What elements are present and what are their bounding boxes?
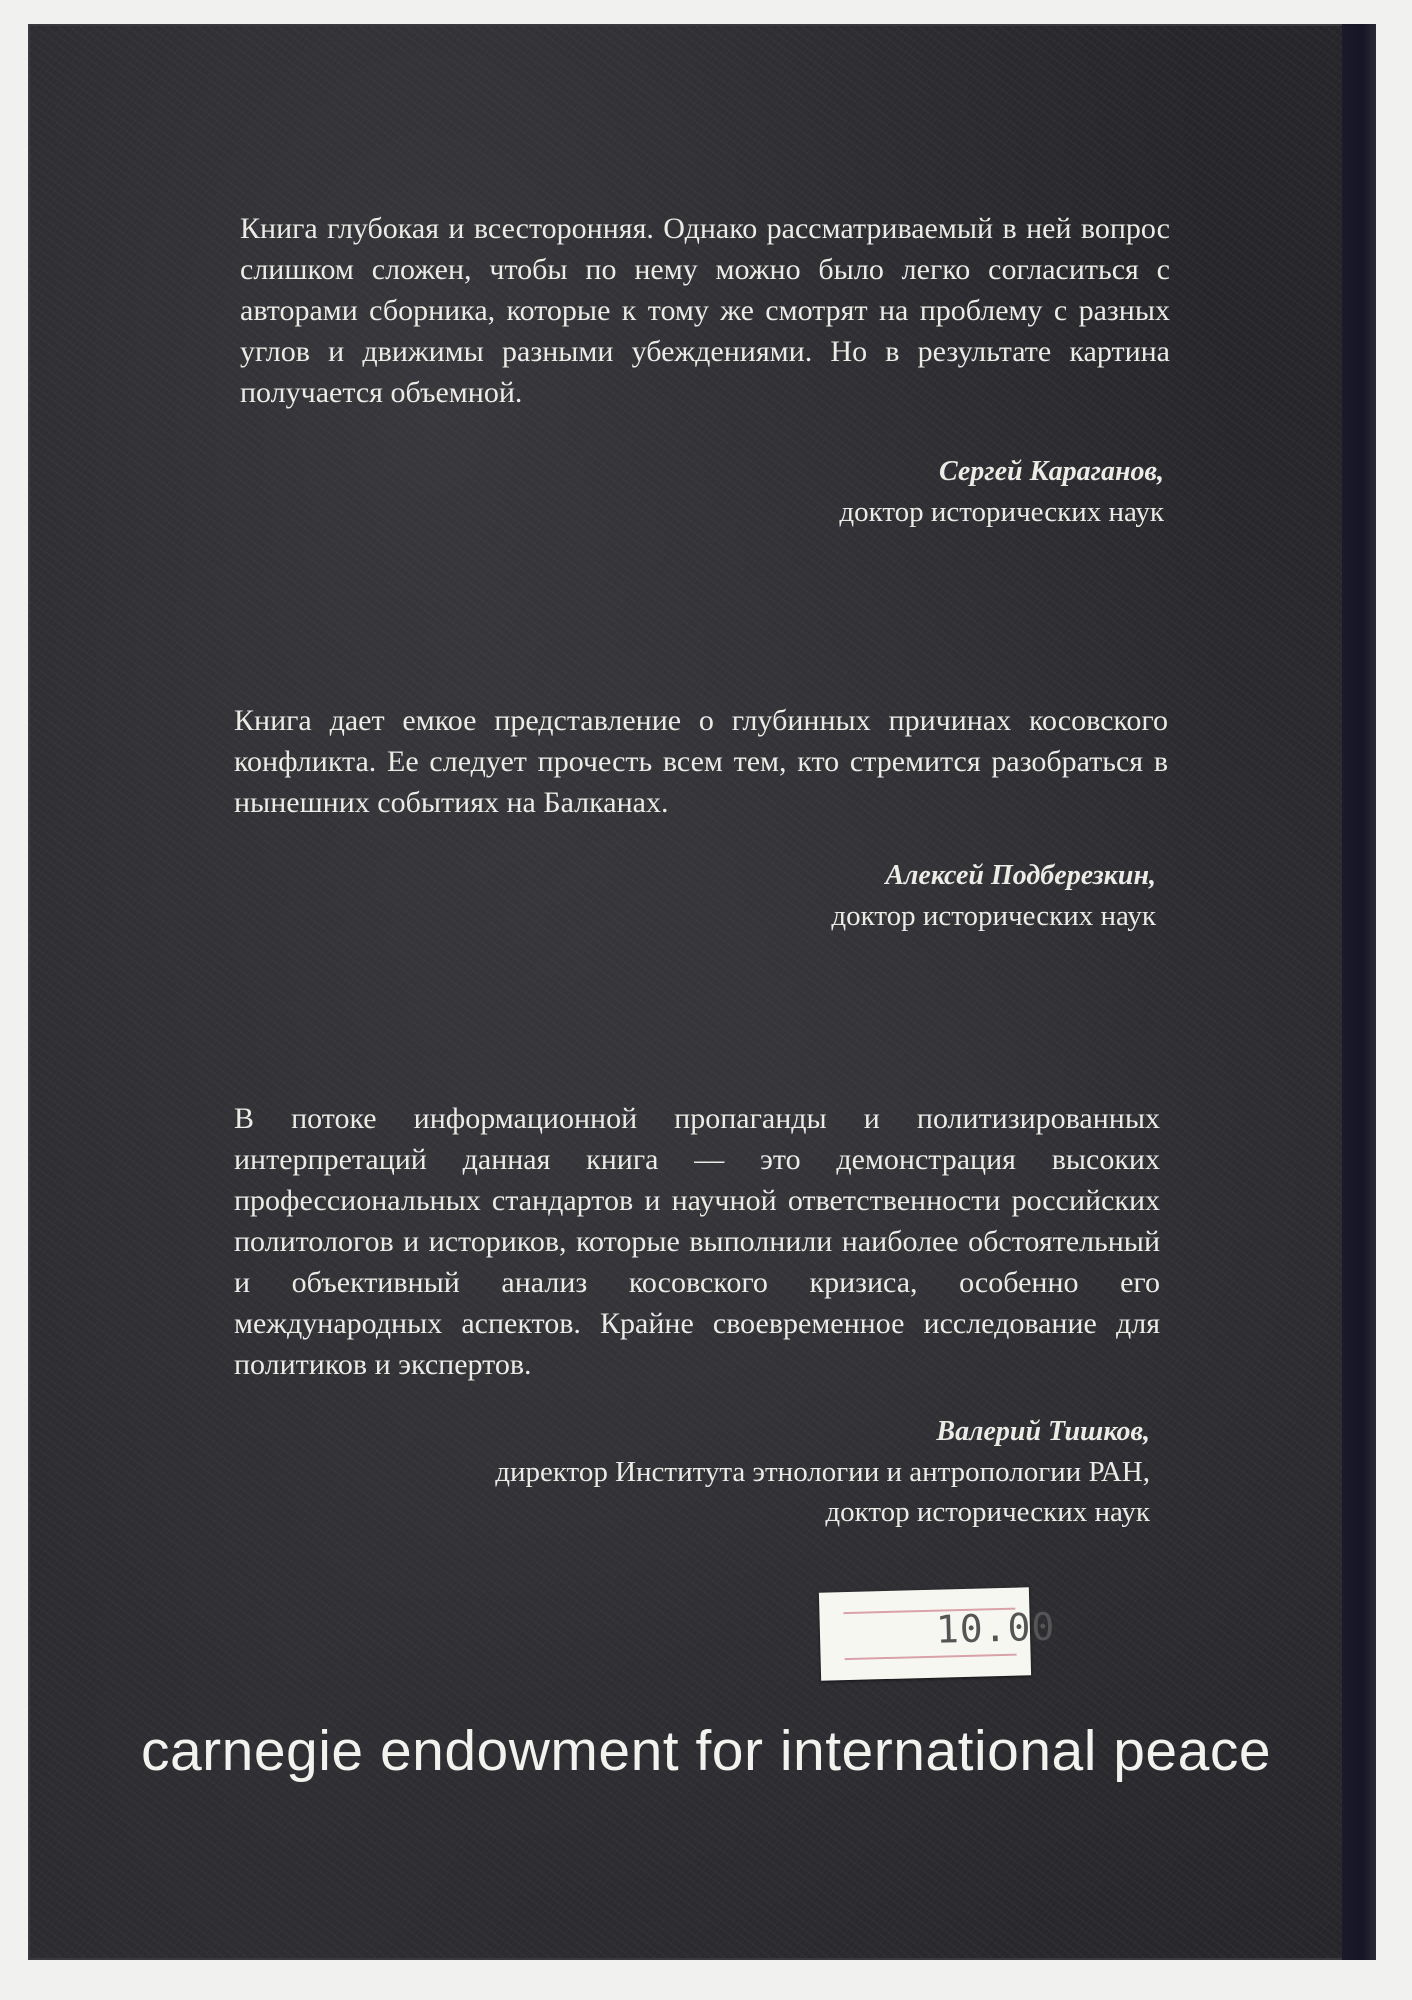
attribution-3-title-2: доктор исторических наук [825,1496,1150,1528]
sticker-line-bottom [845,1654,1017,1661]
spine-edge [1342,24,1376,1960]
blurb-3: В потоке информационной пропаганды и политизированных интерпретаций данная книга — это демонстрация высоких профессиональных стандартов и научной ответственности российских политологов и историков, которые выполнили наиболее обстоятельный и объективный анализ косовского кризиса, особенно его международных аспектов. Крайне своевременное исследование для политиков и экспертов. [234,1102,1160,1381]
attribution-2 [456,856,1156,936]
price-sticker [819,1587,1056,1680]
blurb-2: Книга дает емкое представление о глубинных причинах косовского конфликта. Ее следует прочесть всем тем, кто стремится разобраться в нынешних событиях на Балканах. [234,704,1168,819]
blurb-1: Книга глубокая и всесторонняя. Однако рассматриваемый в ней вопрос слишком сложен, чтобы по нему можно было легко согласиться с авторами сборника, которые к тому же смотрят на проблему с разных углов и движимы разными убеждениями. Но в результате картина получается объемной. [240,212,1170,409]
attribution-1-name: Сергей Караганов, [938,456,1164,487]
attribution-3-name: Валерий Тишков, [936,1416,1150,1447]
publisher-name: carnegie endowment for international peace [140,1719,1272,1783]
attribution-2-name: Алексей Подберезкин, [885,860,1156,891]
sticker-price: 10.00 [935,1604,1056,1652]
attribution-1 [464,452,1164,532]
attribution-3 [250,1412,1150,1532]
attribution-1-title: доктор исторических наук [839,496,1164,528]
attribution-3-title-1: директор Института этнологии и антропологии РАН, [495,1456,1150,1488]
attribution-2-title: доктор исторических наук [831,900,1156,932]
